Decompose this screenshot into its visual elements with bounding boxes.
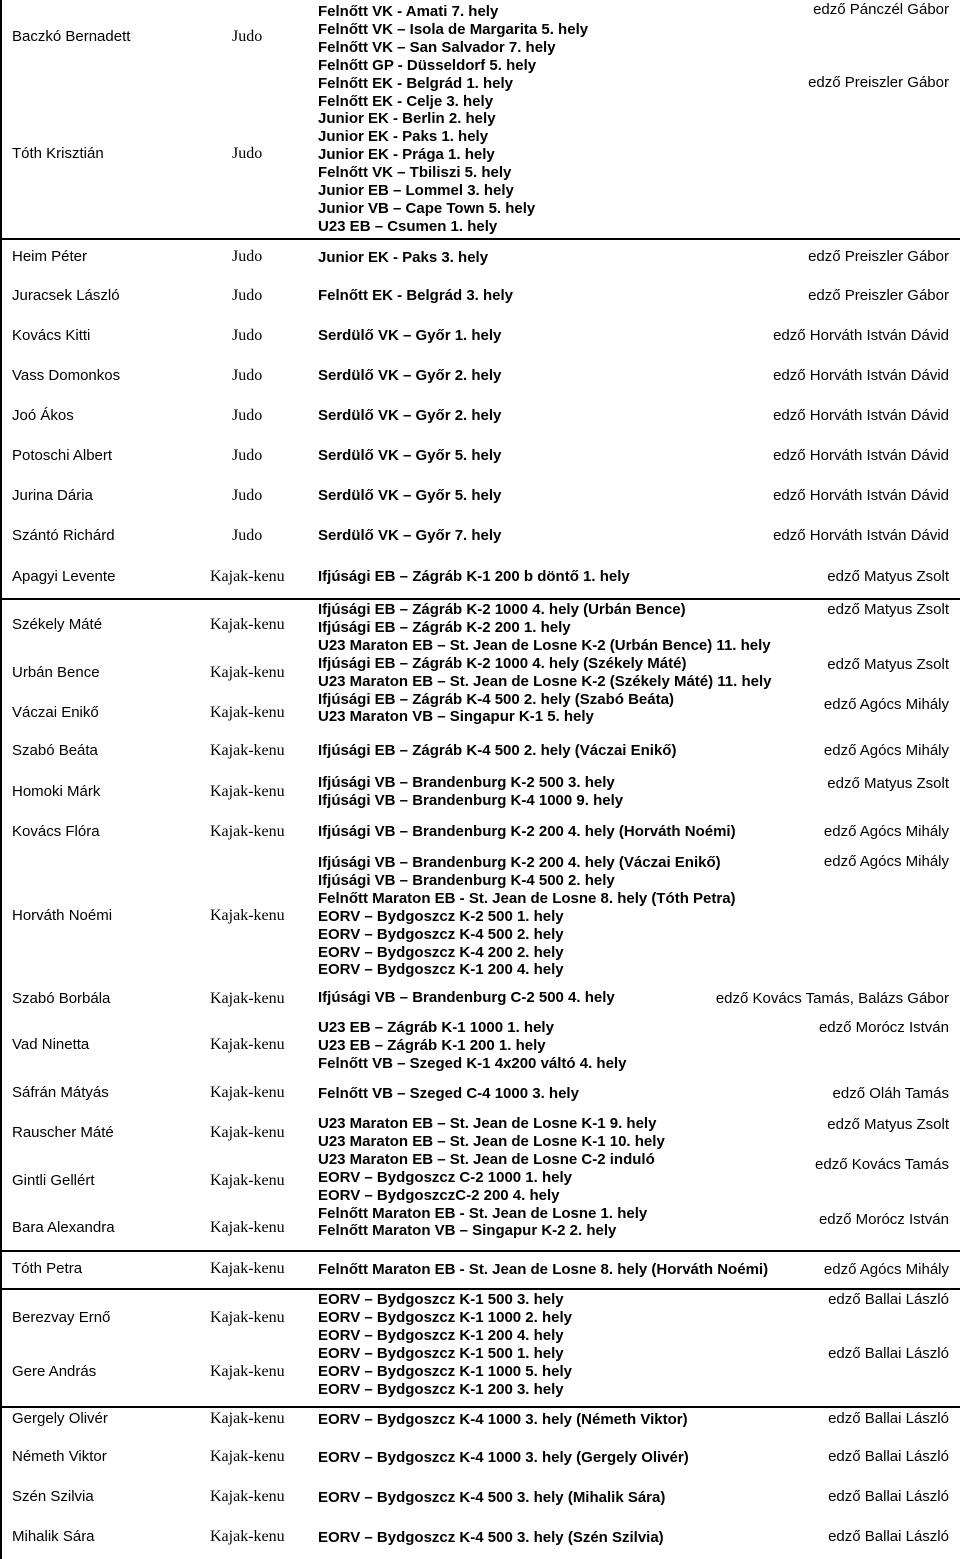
coach-name: edző Matyus Zsolt	[827, 601, 949, 618]
coach-name: edző Agócs Mihály	[823, 1261, 949, 1278]
coach-name: edző Horváth István Dávid	[773, 487, 949, 504]
table-row	[0, 1486, 960, 1526]
table-row	[0, 438, 960, 478]
athlete-name: Szén Szilvia	[12, 1488, 94, 1505]
coach-name: edző Matyus Zsolt	[827, 775, 949, 792]
result-line: EORV – Bydgoszcz K-4 1000 3. hely (Németh Viktor)	[318, 1411, 688, 1428]
results-list	[318, 287, 513, 305]
results-list	[318, 367, 501, 385]
sport-label: Kajak-kenu	[210, 1410, 285, 1427]
table-row	[0, 982, 960, 1010]
sport-label: Kajak-kenu	[210, 616, 285, 633]
coach-name: edző Ballai László	[828, 1488, 949, 1505]
athlete-name: Sáfrán Mátyás	[12, 1084, 109, 1101]
result-line: Felnőtt GP - Düsseldorf 5. hely	[318, 56, 537, 74]
results-list	[318, 1115, 665, 1240]
table-row	[0, 318, 960, 358]
coach-name: edző Matyus Zsolt	[827, 568, 949, 585]
sport-label: Kajak-kenu	[210, 1363, 285, 1380]
coach-name: edző Horváth István Dávid	[773, 367, 949, 384]
sport-label: Kajak-kenu	[210, 1124, 285, 1141]
table-row	[0, 518, 960, 558]
table-row	[0, 398, 960, 438]
result-line: Junior EK - Paks 3. hely	[318, 249, 489, 266]
sport-label: Judo	[232, 248, 263, 265]
table-row	[0, 812, 960, 852]
result-line: U23 EB – Zágráb K-1 1000 1. hely	[318, 1019, 554, 1036]
sport-label: Judo	[232, 407, 263, 424]
athlete-name: Vad Ninetta	[12, 1036, 90, 1053]
athlete-name: Németh Viktor	[12, 1448, 107, 1465]
table-row	[0, 1406, 960, 1446]
results-list	[318, 854, 736, 979]
result-line: Ifjúsági EB – Zágráb K-2 200 1. hely	[318, 618, 571, 636]
result-line: Felnőtt EK - Celje 3. hely	[318, 92, 494, 110]
sport-label: Kajak-kenu	[210, 742, 285, 759]
result-line: Serdülő VK – Győr 5. hely	[318, 487, 502, 504]
table-row	[0, 1112, 960, 1250]
result-line: Ifjúsági VB – Brandenburg K-4 500 2. hely	[318, 871, 615, 889]
sport-label: Judo	[232, 28, 263, 45]
result-line: Felnőtt VK – Isola de Margarita 5. hely	[318, 20, 589, 38]
coach-name: edző Horváth István Dávid	[773, 407, 949, 424]
results-list	[318, 1489, 665, 1507]
coach-name: edző Pánczél Gábor	[813, 1, 949, 18]
result-line: Felnőtt VB – Szeged C-4 1000 3. hely	[318, 1085, 579, 1102]
result-line: U23 Maraton VB – Singapur K-1 5. hely	[318, 708, 594, 726]
athlete-name: Vass Domonkos	[12, 367, 121, 384]
result-line: EORV – Bydgoszcz K-4 200 2. hely	[318, 943, 564, 961]
athlete-name: Rauscher Máté	[12, 1124, 114, 1141]
athlete-name: Apagyi Levente	[12, 568, 116, 585]
athlete-name: Székely Máté	[12, 616, 103, 633]
results-list	[318, 1529, 664, 1547]
table-row	[0, 1250, 960, 1288]
results-list	[318, 989, 615, 1007]
coach-name: edző Preiszler Gábor	[808, 74, 949, 91]
table-row	[0, 1010, 960, 1080]
coach-name: edző Ballai László	[828, 1345, 949, 1362]
sport-label: Judo	[232, 527, 263, 544]
results-list	[318, 1449, 689, 1467]
athlete-name: Juracsek László	[12, 287, 120, 304]
coach-name: edző Kovács Tamás	[815, 1156, 949, 1173]
results-list	[318, 1019, 626, 1073]
table-row	[0, 1526, 960, 1559]
sport-label: Judo	[232, 487, 263, 504]
sport-label: Kajak-kenu	[210, 1260, 285, 1277]
sport-label: Judo	[232, 327, 263, 344]
coach-name: edző Agócs Mihály	[823, 742, 949, 759]
athlete-name: Kovács Kitti	[12, 327, 91, 344]
athlete-name: Berezvay Ernő	[12, 1309, 111, 1326]
coach-name: edző Matyus Zsolt	[827, 1116, 949, 1133]
result-line: Felnőtt EK - Belgrád 1. hely	[318, 74, 514, 92]
result-line: Serdülő VK – Győr 5. hely	[318, 447, 502, 464]
result-line: EORV – Bydgoszcz K-1 500 1. hely	[318, 1344, 564, 1362]
table-row	[0, 598, 960, 732]
athlete-name: Mihalik Sára	[12, 1528, 95, 1545]
result-line: U23 Maraton EB – St. Jean de Losne K-1 9. hely	[318, 1115, 657, 1132]
sport-label: Judo	[232, 447, 263, 464]
result-line: Felnőtt Maraton EB - St. Jean de Losne 8. hely (Tóth Petra)	[318, 889, 736, 907]
sport-label: Kajak-kenu	[210, 1084, 285, 1101]
results-list	[318, 1411, 688, 1429]
athlete-name: Gergely Olivér	[12, 1410, 108, 1427]
result-line: Felnőtt VK - Amati 7. hely	[318, 3, 499, 20]
result-line: Serdülő VK – Győr 7. hely	[318, 527, 502, 544]
results-list	[318, 1261, 768, 1279]
coach-name: edző Horváth István Dávid	[773, 327, 949, 344]
table-row	[0, 1288, 960, 1406]
results-list	[318, 568, 630, 586]
athlete-name: Bara Alexandra	[12, 1219, 115, 1236]
result-line: EORV – Bydgoszcz K-4 500 3. hely (Szén Szilvia)	[318, 1529, 664, 1546]
coach-name: edző Oláh Tamás	[832, 1085, 949, 1102]
sport-label: Kajak-kenu	[210, 1036, 285, 1053]
coach-name: edző Agócs Mihály	[823, 853, 949, 870]
coach-name: edző Agócs Mihály	[823, 696, 949, 713]
sport-label: Kajak-kenu	[210, 1448, 285, 1465]
sport-label: Kajak-kenu	[210, 1219, 285, 1236]
result-line: Ifjúsági VB – Brandenburg K-4 1000 9. hely	[318, 791, 624, 809]
result-line: EORV – Bydgoszcz K-1 200 3. hely	[318, 1380, 564, 1398]
coach-name: edző Preiszler Gábor	[808, 248, 949, 265]
athlete-name: Váczai Enikő	[12, 704, 99, 721]
table-row	[0, 0, 960, 238]
athlete-name: Tóth Krisztián	[12, 145, 104, 162]
result-line: Ifjúsági EB – Zágráb K-4 500 2. hely (Váczai Enikő)	[318, 742, 677, 759]
results-list	[318, 774, 623, 810]
athlete-name: Kovács Flóra	[12, 823, 100, 840]
athlete-name: Gintli Gellért	[12, 1172, 95, 1189]
table-row	[0, 852, 960, 982]
table-row	[0, 1080, 960, 1112]
result-line: Junior EB – Lommel 3. hely	[318, 182, 514, 200]
result-line: Ifjúsági VB – Brandenburg K-2 200 4. hely (Váczai Enikő)	[318, 854, 721, 871]
sport-label: Kajak-kenu	[210, 1172, 285, 1189]
result-line: Ifjúsági EB – Zágráb K-1 200 b döntő 1. hely	[318, 568, 630, 585]
coach-name: edző Morócz István	[818, 1019, 949, 1036]
athlete-name: Szabó Borbála	[12, 990, 111, 1007]
results-list	[318, 3, 588, 236]
result-line: EORV – Bydgoszcz K-1 200 4. hely	[318, 1326, 564, 1344]
results-list	[318, 527, 501, 545]
sport-label: Kajak-kenu	[210, 1309, 285, 1326]
result-line: U23 EB – Zágráb K-1 200 1. hely	[318, 1036, 546, 1054]
sport-label: Kajak-kenu	[210, 907, 285, 924]
sport-label: Kajak-kenu	[210, 1528, 285, 1545]
sport-label: Kajak-kenu	[210, 783, 285, 800]
results-list	[318, 742, 676, 760]
sport-label: Kajak-kenu	[210, 823, 285, 840]
result-line: EORV – Bydgoszcz K-1 500 3. hely	[318, 1291, 564, 1308]
result-line: EORV – Bydgoszcz K-4 500 2. hely	[318, 925, 564, 943]
results-list	[318, 327, 501, 345]
sport-label: Kajak-kenu	[210, 664, 285, 681]
sport-label: Kajak-kenu	[210, 990, 285, 1007]
results-list	[318, 249, 488, 267]
result-line: Serdülő VK – Győr 2. hely	[318, 367, 502, 384]
sport-label: Judo	[232, 287, 263, 304]
coach-name: edző Horváth István Dávid	[773, 447, 949, 464]
coach-name: edző Ballai László	[828, 1291, 949, 1308]
coach-name: edző Ballai László	[828, 1528, 949, 1545]
athlete-name: Jurina Dária	[12, 487, 93, 504]
result-line: EORV – Bydgoszcz K-1 1000 5. hely	[318, 1362, 572, 1380]
table-row	[0, 772, 960, 812]
result-line: Junior VB – Cape Town 5. hely	[318, 199, 536, 217]
athlete-name: Joó Ákos	[12, 407, 74, 424]
result-line: Felnőtt Maraton EB - St. Jean de Losne 1. hely	[318, 1204, 648, 1222]
result-line: Junior EK - Paks 1. hely	[318, 128, 489, 146]
result-line: EORV – Bydgoszcz K-2 500 1. hely	[318, 907, 564, 925]
result-line: Felnőtt VK – Tbiliszi 5. hely	[318, 164, 512, 182]
athlete-name: Tóth Petra	[12, 1260, 83, 1277]
result-line: Felnőtt VB – Szeged K-1 4x200 váltó 4. hely	[318, 1054, 627, 1072]
result-line: U23 Maraton EB – St. Jean de Losne K-1 10. hely	[318, 1132, 665, 1150]
results-list	[318, 447, 501, 465]
coach-name: edző Morócz István	[818, 1211, 949, 1228]
results-list	[318, 407, 501, 425]
result-line: EORV – Bydgoszcz C-2 1000 1. hely	[318, 1168, 572, 1186]
result-line: Ifjúsági VB – Brandenburg K-2 200 4. hely (Horváth Noémi)	[318, 823, 736, 840]
result-line: Ifjúsági VB – Brandenburg K-2 500 3. hely	[318, 774, 615, 791]
results-list	[318, 487, 501, 505]
result-line: EORV – BydgoszczC-2 200 4. hely	[318, 1186, 560, 1204]
athlete-name: Szabó Beáta	[12, 742, 98, 759]
result-line: Serdülő VK – Győr 2. hely	[318, 407, 502, 424]
result-line: Felnőtt Maraton VB – Singapur K-2 2. hely	[318, 1222, 617, 1240]
result-line: U23 Maraton EB – St. Jean de Losne C-2 induló	[318, 1150, 655, 1168]
result-line: Junior EK - Prága 1. hely	[318, 146, 495, 164]
results-list	[318, 823, 736, 841]
athlete-name: Gere András	[12, 1363, 97, 1380]
result-line: U23 Maraton EB – St. Jean de Losne K-2 (Urbán Bence) 11. hely	[318, 636, 771, 654]
result-line: Felnőtt Maraton EB - St. Jean de Losne 8. hely (Horváth Noémi)	[318, 1261, 769, 1278]
athlete-name: Horváth Noémi	[12, 907, 113, 924]
result-line: EORV – Bydgoszcz K-4 1000 3. hely (Gergely Olivér)	[318, 1449, 689, 1466]
athlete-name: Szántó Richárd	[12, 527, 115, 544]
table-row	[0, 278, 960, 318]
sport-label: Kajak-kenu	[210, 568, 285, 585]
results-list	[318, 601, 772, 726]
coach-name: edző Matyus Zsolt	[827, 656, 949, 673]
coach-name: edző Ballai László	[828, 1410, 949, 1427]
result-line: EORV – Bydgoszcz K-4 500 3. hely (Mihalik Sára)	[318, 1489, 666, 1506]
results-list	[318, 1085, 579, 1103]
athlete-name: Heim Péter	[12, 248, 88, 265]
coach-name: edző Agócs Mihály	[823, 823, 949, 840]
results-list	[318, 1291, 572, 1398]
result-line: EORV – Bydgoszcz K-1 200 4. hely	[318, 961, 564, 979]
table-row	[0, 558, 960, 598]
result-line: Felnőtt EK - Belgrád 3. hely	[318, 287, 514, 304]
result-line: Ifjúsági EB – Zágráb K-2 1000 4. hely (Székely Máté)	[318, 654, 687, 672]
coach-name: edző Horváth István Dávid	[773, 527, 949, 544]
table-row	[0, 238, 960, 278]
athlete-name: Potoschi Albert	[12, 447, 113, 464]
sport-label: Judo	[232, 367, 263, 384]
coach-name: edző Kovács Tamás, Balázs Gábor	[715, 990, 949, 1007]
result-line: Felnőtt VK – San Salvador 7. hely	[318, 38, 556, 56]
result-line: Serdülő VK – Győr 1. hely	[318, 327, 502, 344]
sport-label: Kajak-kenu	[210, 704, 285, 721]
result-line: U23 EB – Csumen 1. hely	[318, 217, 498, 235]
table-row	[0, 358, 960, 398]
athlete-name: Baczkó Bernadett	[12, 28, 131, 45]
result-line: Ifjúsági VB – Brandenburg C-2 500 4. hely	[318, 989, 615, 1006]
result-line: Ifjúsági EB – Zágráb K-2 1000 4. hely (Urbán Bence)	[318, 601, 686, 618]
table-row	[0, 478, 960, 518]
result-line: Ifjúsági EB – Zágráb K-4 500 2. hely (Szabó Beáta)	[318, 690, 674, 708]
coach-name: edző Preiszler Gábor	[808, 287, 949, 304]
result-line: Junior EK - Berlin 2. hely	[318, 110, 496, 128]
sport-label: Kajak-kenu	[210, 1488, 285, 1505]
table-row	[0, 1446, 960, 1486]
athlete-name: Homoki Márk	[12, 783, 101, 800]
sport-label: Judo	[232, 145, 263, 162]
table-row	[0, 732, 960, 772]
athlete-name: Urbán Bence	[12, 664, 100, 681]
result-line: EORV – Bydgoszcz K-1 1000 2. hely	[318, 1308, 572, 1326]
result-line: U23 Maraton EB – St. Jean de Losne K-2 (Székely Máté) 11. hely	[318, 672, 772, 690]
coach-name: edző Ballai László	[828, 1448, 949, 1465]
